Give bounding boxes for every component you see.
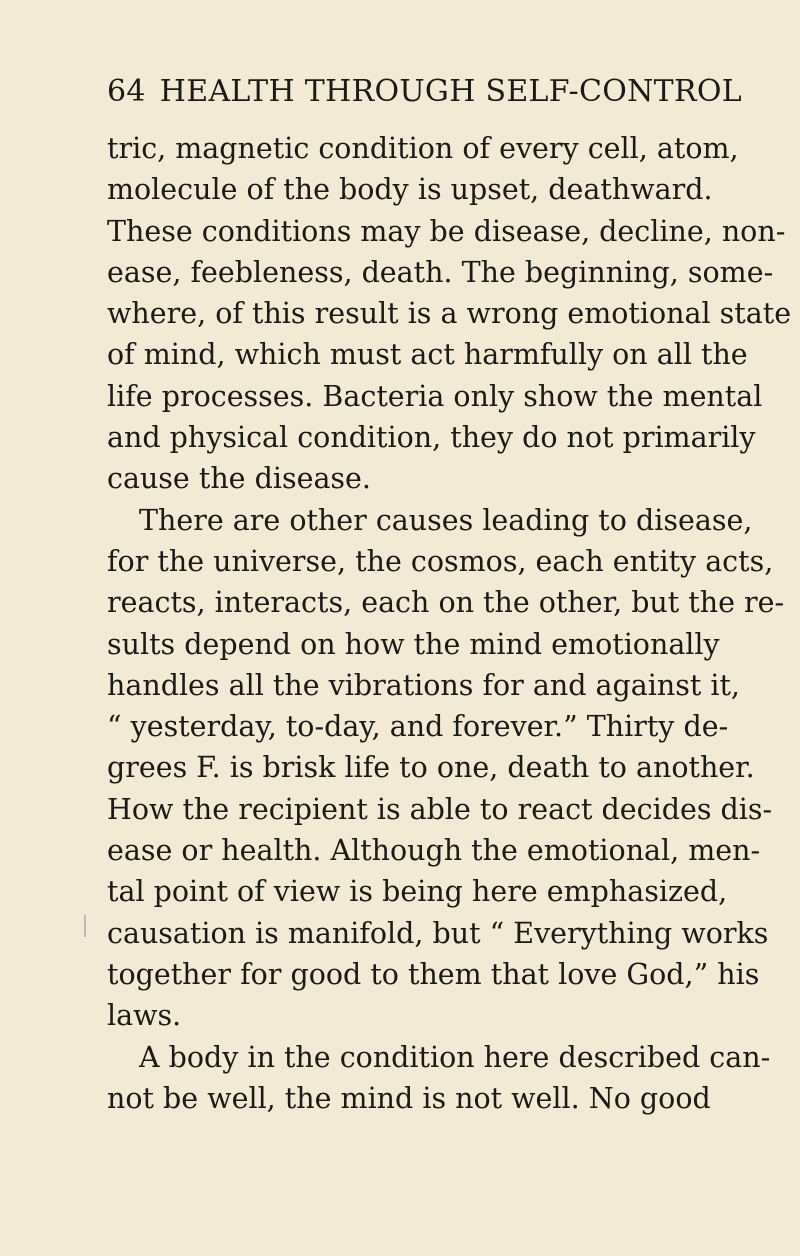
body-text: [107, 128, 792, 1119]
text-line: How the recipient is able to react decides dis-: [107, 792, 773, 826]
margin-mark: [84, 915, 91, 937]
text-line: A body in the condition here described can-: [139, 1040, 771, 1074]
text-line: where, of this result is a wrong emotional state: [107, 297, 792, 331]
text-line: causation is manifold, but “ Everything works: [107, 916, 769, 950]
text-line: and physical condition, they do not primarily: [107, 421, 756, 455]
text-line: not be well, the mind is not well. No good: [107, 1081, 711, 1115]
text-line: “ yesterday, to-day, and forever.” Thirty de-: [107, 710, 729, 744]
text-line: life processes. Bacteria only show the mental: [107, 379, 763, 413]
text-line: reacts, interacts, each on the other, but the re-: [107, 586, 785, 620]
text-line: ease, feebleness, death. The beginning, some-: [107, 255, 774, 289]
text-line: These conditions may be disease, decline, non-: [107, 214, 786, 248]
text-line: for the universe, the cosmos, each entity acts,: [107, 544, 774, 578]
text-line: ease or health. Although the emotional, men-: [107, 834, 761, 868]
text-line: grees F. is brisk life to one, death to another.: [107, 751, 755, 785]
running-head: [107, 72, 742, 112]
page-number: 64: [107, 74, 146, 109]
text-line: sults depend on how the mind emotionally: [107, 627, 720, 661]
text-line: laws.: [107, 999, 182, 1033]
text-line: of mind, which must act harmfully on all the: [107, 338, 748, 372]
text-line: together for good to them that love God,” his: [107, 957, 760, 991]
text-line: handles all the vibrations for and against it,: [107, 668, 740, 702]
text-line: cause the disease.: [107, 462, 371, 496]
text-line: molecule of the body is upset, deathward.: [107, 173, 713, 207]
running-title: HEALTH THROUGH SELF-CONTROL: [159, 74, 742, 109]
text-line: There are other causes leading to disease,: [139, 503, 753, 537]
text-line: tal point of view is being here emphasized,: [107, 875, 728, 909]
text-line: tric, magnetic condition of every cell, atom,: [107, 132, 739, 165]
